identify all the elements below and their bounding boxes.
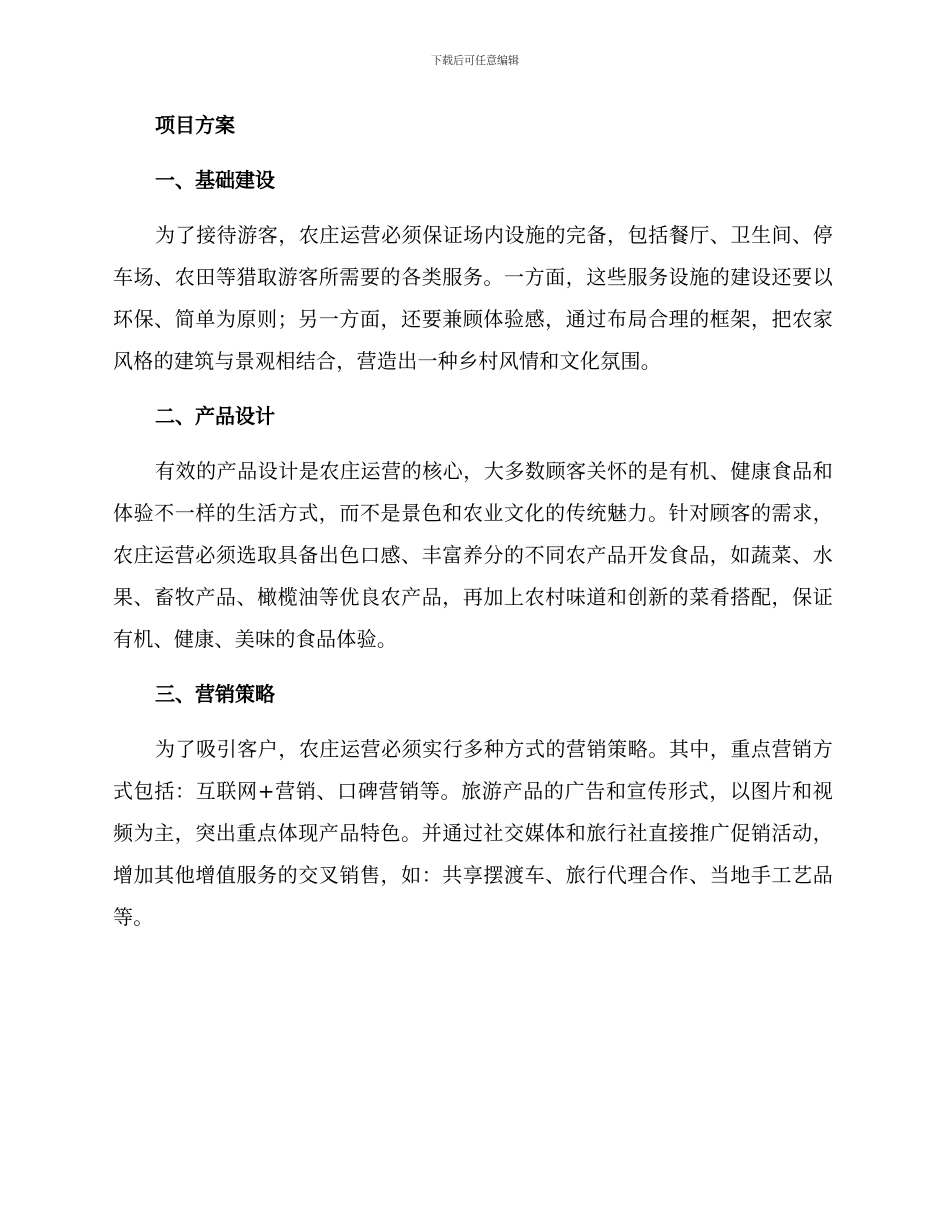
document-body	[113, 104, 833, 951]
section-heading-infrastructure: 一、基础建设	[155, 168, 275, 192]
section-body-marketing: 为了吸引客户，农庄运营必须实行多种方式的营销策略。其中，重点营销方式包括：互联网+营销、口碑营销等。旅游产品的广告和宣传形式，以图片和视频为主，突出重点体现产品特色。并通过社交媒体和旅行社直接推广促销活动，增加其他增值服务的交叉销售，如：共享摆渡车、旅行代理合作、当地手工艺品等。	[113, 737, 833, 929]
document-title: 项目方案	[155, 113, 235, 137]
section-body-infrastructure: 为了接待游客，农庄运营必须保证场内设施的完备，包括餐厅、卫生间、停车场、农田等猎取游客所需要的各类服务。一方面，这些服务设施的建设还要以环保、简单为原则；另一方面，还要兼顾体验感，通过布局合理的框架，把农家风格的建筑与景观相结合，营造出一种乡村风情和文化氛围。	[113, 223, 833, 373]
section-body-product-design: 有效的产品设计是农庄运营的核心，大多数顾客关怀的是有机、健康食品和体验不一样的生活方式，而不是景色和农业文化的传统魅力。针对顾客的需求，农庄运营必须选取具备出色口感、丰富养分的不同农产品开发食品，如蔬菜、水果、畜牧产品、橄榄油等优良农产品，再加上农村味道和创新的菜肴搭配，保证有机、健康、美味的食品体验。	[113, 459, 833, 651]
section-heading-marketing: 三、营销策略	[155, 682, 275, 706]
section-heading-product-design: 二、产品设计	[155, 404, 275, 428]
header-note: 下载后可任意编辑	[431, 54, 519, 67]
